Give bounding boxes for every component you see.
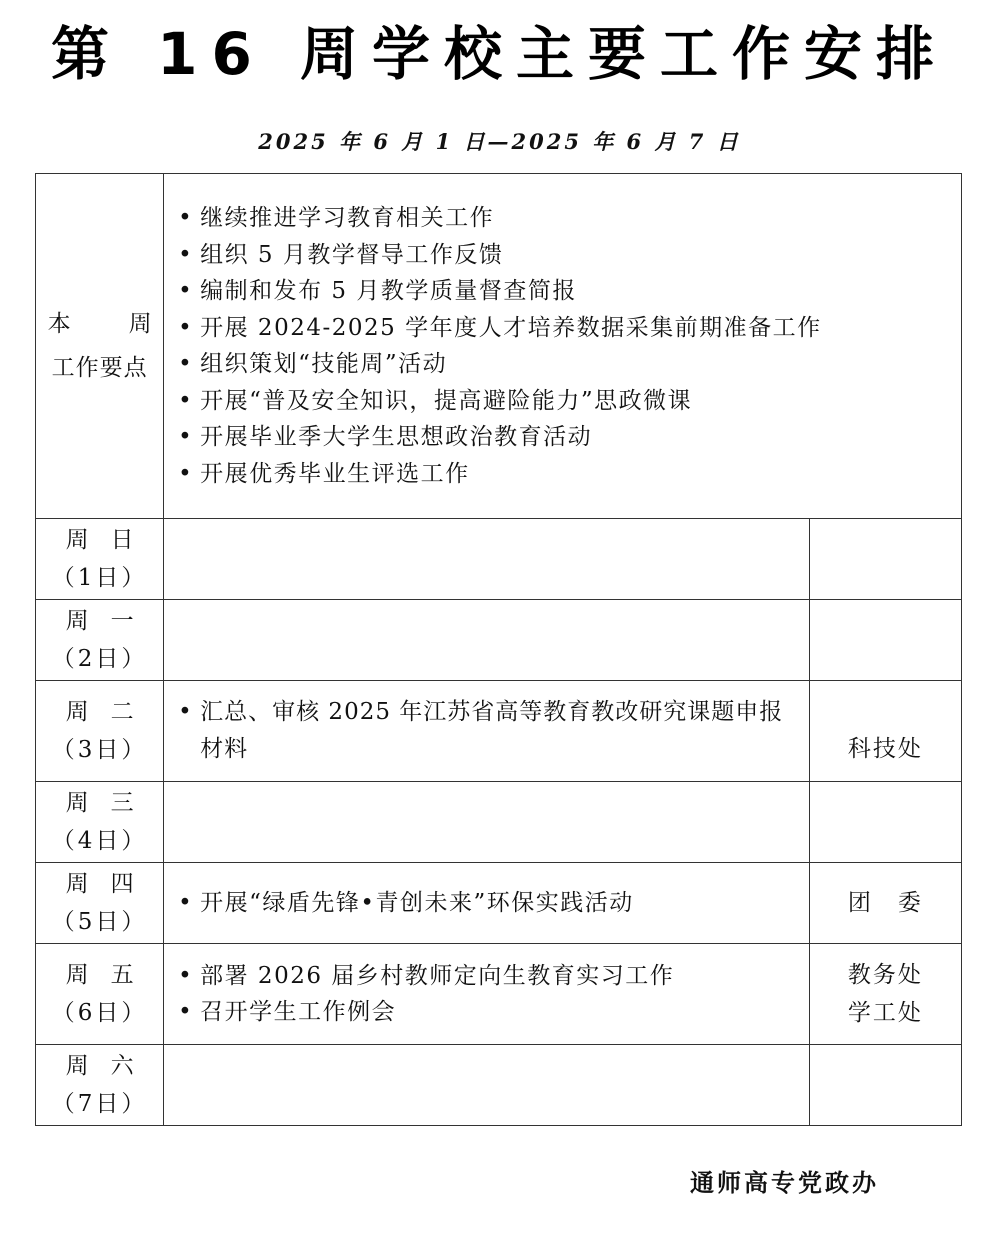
list-item: • 开展“普及安全知识，提高避险能力”思政微课 [178,383,953,420]
list-item: • 开展“绿盾先锋•青创未来”环保实践活动 [178,885,801,922]
bullet-icon: • [178,889,194,916]
schedule-table [35,173,962,1126]
list-item: • 开展毕业季大学生思想政治教育活动 [178,419,953,456]
day-label [36,782,164,863]
day-dept-cell [809,681,961,782]
bullet-icon: • [178,460,194,487]
day-label [36,681,164,782]
day-row-sunday [36,519,962,600]
day-name: 周五 [65,962,156,988]
day-row-tuesday [36,681,962,782]
day-name: 周二 [65,699,156,725]
day-items-list [164,694,809,768]
list-item: • 召开学生工作例会 [178,994,801,1031]
day-items-cell [164,600,810,681]
day-row-thursday [36,863,962,944]
day-items-cell [164,782,810,863]
day-dept-cell [809,863,961,944]
day-row-wednesday [36,782,962,863]
bullet-icon: • [178,241,194,268]
day-items-cell [164,1045,810,1126]
list-item: • 部署 2026 届乡村教师定向生教育实习工作 [178,958,801,995]
list-item: • 组织 5 月教学督导工作反馈 [178,237,953,274]
day-dept-cell [809,519,961,600]
day-date: （3日） [51,737,148,763]
bullet-icon: • [178,424,194,450]
list-item: • 继续推进学习教育相关工作 [178,200,953,237]
bullet-icon: • [178,387,194,414]
key-label-char-1: 本 [47,311,71,337]
day-name: 周四 [65,871,156,897]
day-name: 周一 [65,608,156,634]
day-date: （2日） [51,646,148,672]
list-item: • 汇总、审核 2025 年江苏省高等教育教改研究课题申报材料 [178,694,801,768]
department: 科技处 [847,736,923,762]
day-date: （6日） [51,1000,148,1026]
day-items-list [164,885,809,922]
day-dept-cell [809,1045,961,1126]
list-item: • 开展优秀毕业生评选工作 [178,456,953,493]
day-row-monday [36,600,962,681]
key-points-label [36,174,164,519]
day-items-list [164,958,809,1031]
department: 学工处 [847,1000,923,1026]
bullet-icon: • [178,999,194,1025]
day-date: （4日） [51,828,148,854]
bullet-icon: • [178,278,194,304]
day-label [36,600,164,681]
day-items-cell [164,944,810,1045]
bullet-icon: • [178,699,193,725]
list-item: • 组织策划“技能周”活动 [178,346,953,383]
day-items-cell [164,863,810,944]
bullet-icon: • [178,351,194,377]
day-name: 周三 [65,790,156,816]
day-dept-cell [809,944,961,1045]
day-row-friday [36,944,962,1045]
day-label [36,1045,164,1126]
day-dept-cell [809,782,961,863]
day-row-saturday [36,1045,962,1126]
day-name: 周日 [65,527,156,553]
day-dept-cell [809,600,961,681]
day-label [36,944,164,1045]
date-range: 2025 年 6 月 1 日—2025 年 6 月 7 日 [258,129,741,154]
bullet-icon: • [178,962,194,989]
bullet-icon: • [178,314,194,341]
key-points-cell [164,174,962,519]
day-date: （5日） [51,909,148,935]
day-date: （7日） [51,1091,148,1117]
issuer-signature: 通师高专党政办 [690,1169,879,1197]
day-date: （1日） [51,565,148,591]
list-item: • 开展 2024-2025 学年度人才培养数据采集前期准备工作 [178,310,953,347]
key-points-list [164,200,961,492]
day-label [36,519,164,600]
list-item: • 编制和发布 5 月教学质量督查简报 [178,273,953,310]
day-label [36,863,164,944]
key-label-line-2: 工作要点 [51,355,148,381]
key-label-char-2: 周 [128,311,152,337]
day-name: 周六 [65,1053,156,1079]
day-items-cell [164,519,810,600]
department: 教务处 [847,962,923,988]
department: 团 委 [847,890,923,916]
day-items-cell [164,681,810,782]
bullet-icon: • [178,205,194,231]
key-points-row [36,174,962,519]
page-title: 第 16 周学校主要工作安排 [50,20,949,88]
